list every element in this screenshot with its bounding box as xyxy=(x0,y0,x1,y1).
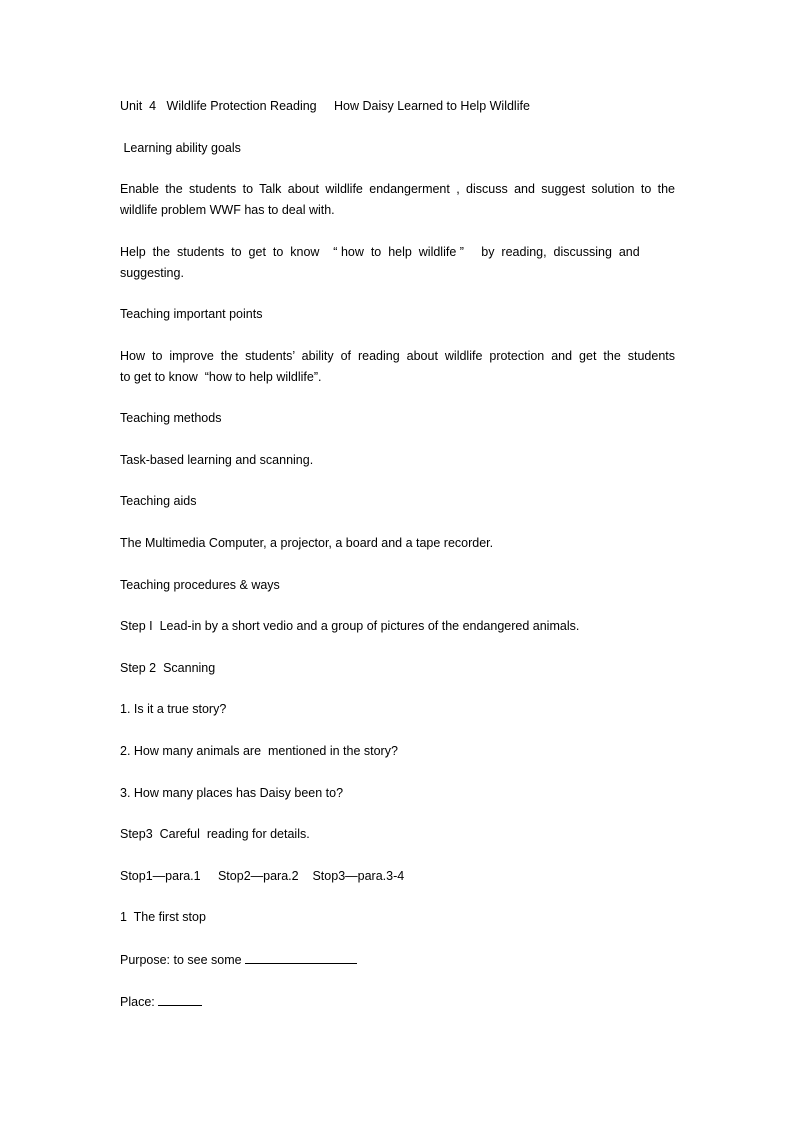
step1-text: Step I Lead-in by a short vedio and a group of pictures of the endangered animals. xyxy=(120,619,580,633)
purpose-blank[interactable] xyxy=(245,949,357,964)
teaching-aids-text: The Multimedia Computer, a projector, a board and a tape recorder. xyxy=(120,536,494,550)
purpose-line xyxy=(120,949,675,971)
teaching-methods-text: Task-based learning and scanning. xyxy=(120,453,314,467)
goal2-line2: suggesting. xyxy=(120,266,184,280)
purpose-label: Purpose: to see some xyxy=(120,953,246,967)
heading-important-points: Teaching important points xyxy=(120,307,263,321)
first-stop-heading: 1 The first stop xyxy=(120,910,206,924)
important-line2: to get to know “how to help wildlife”. xyxy=(120,370,322,384)
place-line xyxy=(120,991,675,1013)
place-label: Place: xyxy=(120,995,159,1009)
important-line1: How to improve the students’ ability of reading about wildlife protection and get the students xyxy=(120,349,675,363)
goal1-line2: wildlife problem WWF has to deal with. xyxy=(120,203,335,217)
heading-teaching-methods: Teaching methods xyxy=(120,411,222,425)
question-1: 1. Is it a true story? xyxy=(120,702,227,716)
place-blank[interactable] xyxy=(158,991,202,1006)
stops-text: Stop1—para.1 Stop2—para.2 Stop3—para.3-4 xyxy=(120,869,405,883)
heading-teaching-procedures: Teaching procedures & ways xyxy=(120,578,280,592)
heading-learning-goals: Learning ability goals xyxy=(120,141,241,155)
document-title: Unit 4 Wildlife Protection Reading How Daisy Learned to Help Wildlife xyxy=(120,99,530,113)
step3-heading: Step3 Careful reading for details. xyxy=(120,827,310,841)
question-3: 3. How many places has Daisy been to? xyxy=(120,786,344,800)
question-2: 2. How many animals are mentioned in the story? xyxy=(120,744,398,758)
step2-heading: Step 2 Scanning xyxy=(120,661,216,675)
goal1-line1: Enable the students to Talk about wildlife endangerment , discuss and suggest solution to the xyxy=(120,182,675,196)
goal2-line1: Help the students to get to know “ how to help wildlife ” by reading, discussing and xyxy=(120,245,640,259)
heading-teaching-aids: Teaching aids xyxy=(120,494,197,508)
